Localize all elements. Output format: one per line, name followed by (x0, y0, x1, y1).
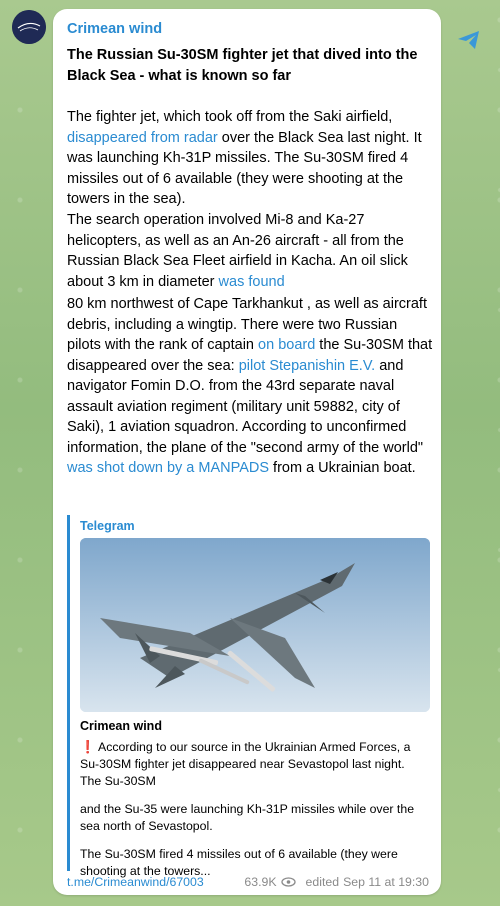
link-pilot-stepanishin[interactable]: pilot Stepanishin E.V. (238, 357, 376, 374)
link-was-found[interactable]: was found (218, 273, 285, 290)
link-preview[interactable] (67, 515, 432, 878)
channel-name[interactable]: Crimean wind (67, 21, 163, 37)
message-date: Sep 11 at 19:30 (343, 875, 429, 889)
exclamation-icon: ❗ (80, 740, 96, 754)
preview-channel-name: Crimean wind (80, 719, 162, 733)
message-bubble (53, 9, 441, 895)
preview-text-2: and the Su-35 were launching Kh-31P missiles while over the sea north of Sevastopol. (80, 802, 415, 833)
link-shot-down-by-manpads[interactable]: was shot down by a MANPADS (67, 460, 270, 476)
edited-label: edited (305, 875, 340, 889)
preview-text-3: The Su-30SM fired 4 missiles out of 6 available (they were shooting at the towers... (80, 847, 398, 878)
preview-image[interactable] (80, 538, 430, 712)
post-paragraph-1: The fighter jet, which took off from the Saki airfield, disappeared from radar over the Black Sea last night. It was launching Kh-31P missiles. The Su-30SM fired 4 missiles out of 6 available (they were shooting at the towers in the sea). (67, 109, 422, 207)
post-paragraph-3: 80 km northwest of Cape Tarkhankut , as well as aircraft debris, including a wingtip. There were two Russian pilots with the rank of captain on board the Su-30SM that disappeared over the sea: pilot Stepanishin E.V. and navigator Fomin D.O. from the 43rd separate naval assault aviation regiment (military unit 59882, city of Saki), 1 aviation squadron. According to unconfirmed information, the plane of the "second army of the world" was shot down by a MANPADS from a Ukrainian boat. (67, 296, 433, 476)
post-title: The Russian Su-30SM fighter jet that dived into the Black Sea - what is known so far (67, 47, 418, 84)
post-paragraph-2: The search operation involved Mi-8 and Ka-27 helicopters, as well as an An-26 aircraft - all from the Russian Black Sea Fleet airfield in Kacha. An oil slick about 3 km in diameter was found (67, 212, 408, 290)
preview-source: Telegram (80, 519, 135, 533)
channel-avatar[interactable] (12, 10, 46, 44)
message-meta (244, 875, 429, 889)
fighter-jet-image (80, 538, 430, 712)
post-link[interactable]: t.me/Crimeanwind/67003 (67, 875, 204, 889)
link-on-board[interactable]: on board (258, 337, 316, 353)
preview-text-1: ❗ According to our source in the Ukrainian Armed Forces, a Su-30SM fighter jet disappeared near Sevastopol last night. The Su-30SM (80, 740, 411, 788)
message-footer (67, 875, 429, 893)
share-icon[interactable] (456, 27, 482, 53)
link-disappeared-from-radar[interactable]: disappeared from radar (67, 129, 218, 146)
view-count: 63.9K (244, 875, 277, 889)
channel-logo-icon (12, 10, 46, 44)
eye-icon (281, 877, 296, 887)
